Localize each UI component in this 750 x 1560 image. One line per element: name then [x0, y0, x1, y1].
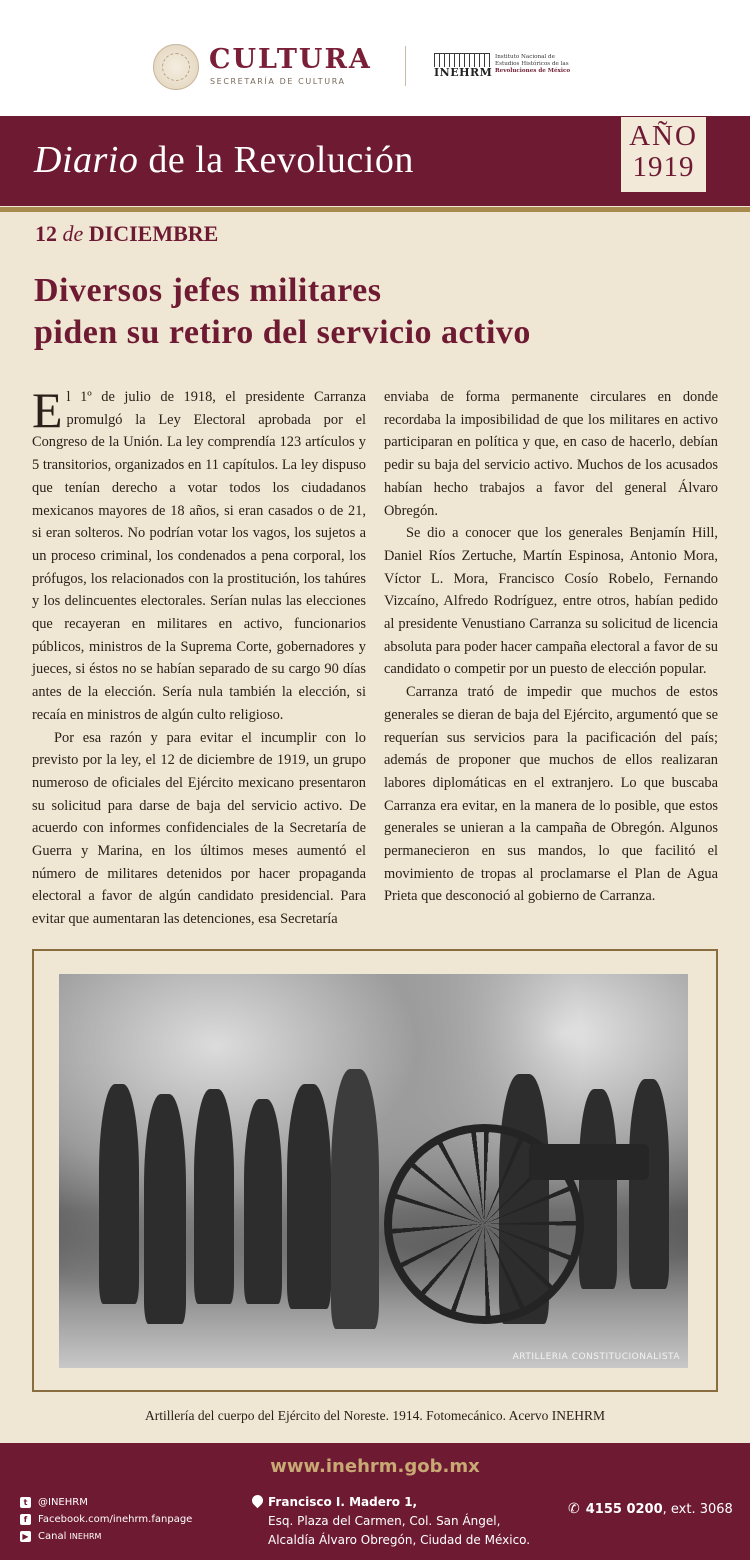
date-day: 12 — [35, 221, 57, 246]
article-paragraph-2-continued: enviaba de forma permanente circulares en donde recordaba la imposibilidad de que los militares en activo participaran en política y que, en caso de hacerlo, debían pedir su baja del servicio activo. Muchos de los acusados habían hecho trabajos a favor del general Álvaro Obregón. — [384, 389, 718, 519]
headline-line1: Diversos jefes militares — [34, 272, 382, 309]
cannon-barrel — [529, 1144, 649, 1180]
facebook-link[interactable] — [20, 1511, 192, 1528]
phone-number: 4155 0200 — [585, 1502, 663, 1517]
youtube-icon: ▶ — [20, 1531, 31, 1542]
facebook-icon: f — [20, 1514, 31, 1525]
soldier-figure — [629, 1079, 669, 1289]
header-divider — [405, 46, 406, 86]
date-month: DICIEMBRE — [88, 221, 219, 246]
article-paragraph-4: Carranza trató de impedir que muchos de estos generales se dieran de baja del Ejército, argumentó que se requerían sus servicios para la pacificación del país; además de proponer que muchos de ellos realizaran labores diplomáticas en el extranjero. Lo que buscaba Carranza era evitar, en la manera de lo posible, que estos generales se unieran a la campaña de Obregón. Algunos permanecieron en sus mandos, lo que facilitó el movimiento de tropas al proclamarse el Plan de Agua Prieta que desconoció al gobierno de Carranza. — [384, 684, 718, 905]
date-de: de — [62, 221, 84, 246]
social-links — [20, 1494, 192, 1545]
paragraph-1-text: l 1º de julio de 1918, el presidente Carranza promulgó la Ley Electoral aprobada por el Congreso de la Unión. La ley comprendía 123 artículos y 5 transitorios, organizados en 11 capítulos. La ley dispuso que tenían derecho a votar todos los ciudadanos mexicanos mayores de 18 años, si eran casados o de 21, si eran solteros. No podrían votar los vagos, los sujetos a un proceso criminal, los condenados a pena corporal, los prófugos, los relacionados con la prostitución, los tahúres y los delincuentes electorales. Serían nulas las elecciones que recayeran en militares en activo, funcionarios públicos, ministros de la Suprema Corte, gobernadores y jueces, si éstos no se habían separado de su cargo 90 días antes de la elección. Sería nula también la elección, si recaía en ministros de algún culto religioso. — [32, 389, 366, 723]
publication-title-italic: Diario — [34, 139, 139, 181]
photo-caption: Artillería del cuerpo del Ejército del Noreste. 1914. Fotomecánico. Acervo INEHRM — [145, 1408, 605, 1423]
facebook-url: Facebook.com/inehrm.fanpage — [38, 1514, 193, 1525]
seal-inner-ring — [162, 53, 190, 81]
address-block — [250, 1493, 530, 1550]
publication-title-rest: de la Revolución — [138, 139, 414, 181]
top-header — [0, 0, 750, 116]
soldier-figure — [331, 1069, 379, 1329]
article-paragraph-1 — [32, 382, 366, 727]
soldier-figure — [99, 1084, 139, 1304]
year-value: 1919 — [632, 151, 695, 183]
cultura-logo-title: CULTURA — [209, 44, 372, 75]
publication-title — [34, 138, 414, 182]
twitter-icon: t — [20, 1497, 31, 1508]
gold-divider — [0, 207, 750, 212]
inehrm-desc-line3: Revoluciones de México — [495, 68, 571, 74]
article-column-left — [32, 382, 366, 931]
soldier-figure — [194, 1089, 234, 1304]
youtube-channel: INEHRM — [69, 1532, 102, 1541]
twitter-link[interactable] — [20, 1494, 192, 1511]
twitter-handle: @INEHRM — [38, 1497, 88, 1508]
article-paragraph-2: Por esa razón y para evitar el incumplir con lo previsto por la ley, el 12 de diciembre de 1919, un grupo numeroso de oficiales del Ejército mexicano presentaron su solicitud para darse de baja del servicio activo. De acuerdo con informes confidenciales de la Secretaría de Guerra y Marina, en los últimos meses aumentó el número de militares detenidos por hacer propaganda electoral a favor de algún candidato presidencial. Para evitar que aumentaran las detenciones, esa Secretaría — [32, 729, 366, 928]
address-street: Francisco I. Madero 1, — [268, 1495, 418, 1509]
article-date — [35, 221, 218, 247]
year-label: AÑO — [629, 120, 698, 152]
cultura-logo-subtitle: SECRETARÍA DE CULTURA — [210, 77, 346, 86]
photo-inscription: ARTILLERIA CONSTITUCIONALISTA — [512, 1352, 680, 1362]
inehrm-desc-line2: Estudios Históricos de las — [495, 61, 569, 67]
phone-ext-prefix: , ext. 3068 — [662, 1502, 733, 1517]
website-link[interactable]: www.inehrm.gob.mx — [270, 1456, 480, 1477]
article-headline — [34, 270, 674, 354]
inehrm-building-icon — [434, 53, 490, 67]
headline-line2: piden su retiro del servicio activo — [34, 314, 531, 351]
phone-icon: ✆ — [568, 1501, 580, 1517]
national-seal-icon — [153, 44, 199, 90]
soldier-figure — [144, 1094, 186, 1324]
soldier-figure — [287, 1084, 331, 1309]
article-column-right — [384, 386, 718, 908]
inehrm-logo-text: INEHRM — [434, 66, 493, 79]
phone-block — [568, 1501, 733, 1517]
youtube-link[interactable] — [20, 1528, 192, 1545]
historical-photo — [59, 974, 688, 1368]
inehrm-description — [495, 54, 579, 75]
address-line-3: Alcaldía Álvaro Obregón, Ciudad de México. — [268, 1533, 531, 1547]
youtube-prefix: Canal — [38, 1531, 67, 1542]
drop-cap: E — [32, 382, 63, 438]
article-paragraph-3: Se dio a conocer que los generales Benjamín Hill, Daniel Ríos Zertuche, Martín Espinosa, Antonio Mora, Víctor L. Mora, Francisco Cosío Robelo, Fernando Vizcaíno, Alfredo Rodríguez, entre otros, habían pedido al presidente Venustiano Carranza su solicitud de licencia absoluta para poder hacer campaña electoral a favor de su candidato o competir por un puesto de elección popular. — [384, 525, 718, 678]
year-box — [621, 117, 706, 192]
address-line-2: Esq. Plaza del Carmen, Col. San Ángel, — [268, 1514, 501, 1528]
soldier-figure — [579, 1089, 617, 1289]
soldier-figure — [244, 1099, 282, 1304]
inehrm-desc-line1: Instituto Nacional de — [495, 54, 555, 60]
